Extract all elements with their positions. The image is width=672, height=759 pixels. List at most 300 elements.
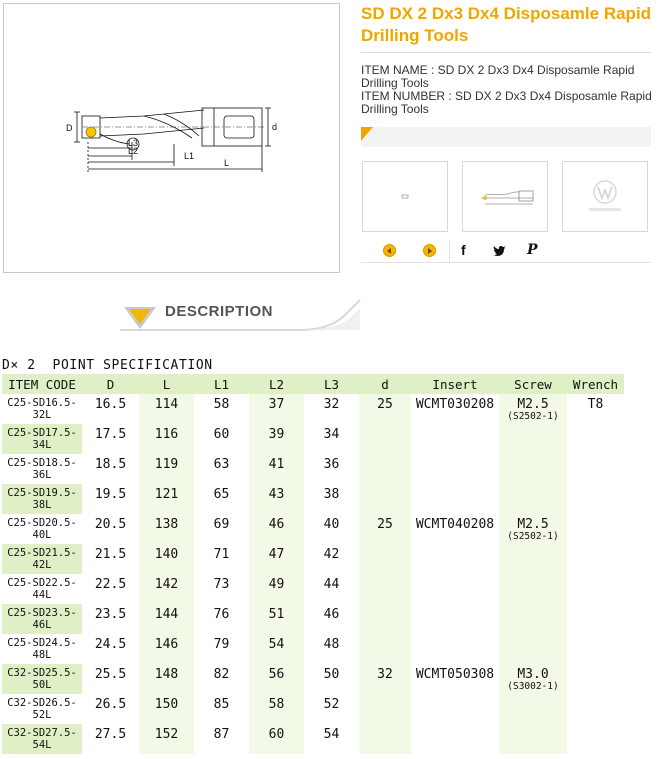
- cell-insert-text: [411, 574, 499, 577]
- cell-wrench: [567, 664, 624, 694]
- cell-wrench: [567, 574, 624, 604]
- cell-d-text: 27.5: [94, 727, 127, 742]
- cell-insert-text: [411, 604, 499, 607]
- cell-d-text: 26.5: [94, 697, 127, 712]
- cell-screw-text: M2.5: [517, 517, 549, 532]
- cell-d: [82, 664, 139, 694]
- label-L1: L1: [184, 151, 195, 161]
- drill-tool-drawing: [4, 4, 341, 274]
- cell-d: [359, 514, 411, 544]
- cell-l1: [194, 634, 249, 664]
- cell-l3: [304, 394, 359, 424]
- screw-code-text: (S2502-1): [507, 411, 559, 422]
- cell-wrench-text: T8: [587, 397, 604, 412]
- cell-d-text: 25.5: [94, 667, 127, 682]
- thumbnail-3-image: [563, 162, 647, 231]
- item-number: ITEM NUMBER : SD DX 2 Dx3 Dx4 Disposamle Rapid Drilling Tools: [361, 89, 652, 116]
- thumbnail-3[interactable]: [562, 161, 648, 232]
- cell-l1-text: 85: [213, 697, 230, 712]
- cell-code: [2, 574, 82, 604]
- cell-l3-text: 50: [323, 667, 340, 682]
- cell-l3: [304, 454, 359, 484]
- cell-l2: [249, 634, 304, 664]
- cell-d-text: 25: [377, 517, 393, 532]
- cell-insert: [411, 604, 499, 634]
- spec-header-row: [2, 374, 624, 394]
- cell-l: [139, 544, 194, 574]
- cell-l2-text: 51: [268, 607, 285, 622]
- header-D: D: [82, 374, 139, 394]
- cell-code-text: C25-SD23.5-46L: [7, 607, 77, 631]
- table-row: [2, 484, 624, 514]
- cell-code: [2, 724, 82, 754]
- header-item-code: ITEM CODE: [2, 374, 82, 394]
- cell-code-text: C32-SD27.5-54L: [7, 727, 77, 751]
- cell-l2-text: 41: [268, 457, 285, 472]
- cell-l1-text: 60: [213, 427, 230, 442]
- cell-wrench-text: [567, 604, 624, 607]
- cell-l2: [249, 724, 304, 754]
- cell-d: [82, 544, 139, 574]
- table-row: [2, 424, 624, 454]
- cell-l1-text: 69: [213, 517, 230, 532]
- cell-code-text: C25-SD18.5-36L: [7, 457, 77, 481]
- insert-marker: [86, 127, 96, 137]
- cell-d: [82, 604, 139, 634]
- cell-l2: [249, 664, 304, 694]
- cell-code: [2, 604, 82, 634]
- cell-l3-text: 40: [323, 517, 340, 532]
- cell-l1: [194, 544, 249, 574]
- cell-screw: [499, 604, 567, 634]
- cell-d-text: [359, 544, 411, 547]
- cell-d: [359, 724, 411, 754]
- cell-code: [2, 544, 82, 574]
- cell-d: [82, 424, 139, 454]
- cell-screw: [499, 484, 567, 514]
- cell-l1: [194, 394, 249, 424]
- thumbnail-2-image: [463, 162, 547, 231]
- header-L: L: [139, 374, 194, 394]
- price-bar: [361, 127, 651, 147]
- cell-code: [2, 694, 82, 724]
- cell-screw-text: [499, 424, 567, 427]
- thumbnail-2[interactable]: [462, 161, 548, 232]
- item-info: [361, 64, 661, 116]
- cell-l3-text: 44: [323, 577, 340, 592]
- twitter-icon[interactable]: [493, 244, 507, 260]
- cell-d-text: 24.5: [94, 637, 127, 652]
- cell-l: [139, 454, 194, 484]
- cell-code: [2, 454, 82, 484]
- cell-insert: [411, 694, 499, 724]
- cell-l3: [304, 514, 359, 544]
- cell-code-text: C32-SD26.5-52L: [7, 697, 77, 721]
- table-row: [2, 694, 624, 724]
- cell-l-text: 119: [154, 457, 179, 472]
- cell-l1: [194, 574, 249, 604]
- cell-l: [139, 394, 194, 424]
- cell-screw-text: [499, 634, 567, 637]
- cell-l2: [249, 484, 304, 514]
- cell-l: [139, 574, 194, 604]
- cell-screw-text: [499, 574, 567, 577]
- cell-wrench: [567, 544, 624, 574]
- cell-l: [139, 724, 194, 754]
- cell-code-text: C25-SD20.5-40L: [7, 517, 77, 541]
- table-row: [2, 394, 624, 424]
- cell-wrench: [567, 694, 624, 724]
- cell-l2-text: 49: [268, 577, 285, 592]
- cell-insert-text: [411, 544, 499, 547]
- cell-screw: [499, 634, 567, 664]
- cell-insert: [411, 574, 499, 604]
- cell-l3-text: 52: [323, 697, 340, 712]
- cell-l-text: 144: [154, 607, 179, 622]
- cell-l2: [249, 394, 304, 424]
- cell-l2-text: 46: [268, 517, 285, 532]
- main-product-image[interactable]: [3, 3, 340, 273]
- cell-d: [359, 394, 411, 424]
- header-insert: Insert: [411, 374, 499, 394]
- header-d: d: [359, 374, 411, 394]
- cell-l-text: 138: [154, 517, 179, 532]
- cell-d: [82, 514, 139, 544]
- cell-d: [359, 424, 411, 454]
- cell-l-text: 152: [154, 727, 179, 742]
- thumbnail-1[interactable]: [362, 161, 448, 232]
- label-L: L: [224, 158, 230, 168]
- cell-l3: [304, 664, 359, 694]
- cell-d-text: [359, 574, 411, 577]
- cell-l3-text: 54: [323, 727, 340, 742]
- cell-l-text: 148: [154, 667, 179, 682]
- cell-d-text: 19.5: [94, 487, 127, 502]
- cell-wrench-text: [567, 574, 624, 577]
- cell-l3-text: 34: [323, 427, 340, 442]
- cell-screw-text: [499, 484, 567, 487]
- cell-l3: [304, 724, 359, 754]
- cell-l: [139, 604, 194, 634]
- cell-l: [139, 694, 194, 724]
- cell-l2-text: 54: [268, 637, 285, 652]
- cell-l2-text: 56: [268, 667, 285, 682]
- cell-d: [359, 484, 411, 514]
- cell-l-text: 142: [154, 577, 179, 592]
- cell-d: [359, 574, 411, 604]
- cell-d: [359, 634, 411, 664]
- cell-insert: [411, 394, 499, 424]
- cell-d-text: 20.5: [94, 517, 127, 532]
- cell-l: [139, 634, 194, 664]
- cell-wrench: [567, 394, 624, 424]
- cell-screw-text: M3.0: [517, 667, 549, 682]
- cell-screw-text: [499, 694, 567, 697]
- table-row: [2, 604, 624, 634]
- cell-l3-text: 48: [323, 637, 340, 652]
- cell-code: [2, 664, 82, 694]
- cell-d: [82, 574, 139, 604]
- cell-insert-text: [411, 454, 499, 457]
- prev-arrow-icon[interactable]: [383, 244, 396, 257]
- cell-code: [2, 514, 82, 544]
- cell-d: [82, 454, 139, 484]
- cell-wrench-text: [567, 664, 624, 667]
- cell-wrench: [567, 514, 624, 544]
- cell-l1-text: 63: [213, 457, 230, 472]
- cell-code: [2, 484, 82, 514]
- cell-l1-text: 76: [213, 607, 230, 622]
- title-divider: [361, 52, 651, 53]
- cell-d: [82, 694, 139, 724]
- cell-l1-text: 87: [213, 727, 230, 742]
- cell-wrench: [567, 634, 624, 664]
- cell-l-text: 150: [154, 697, 179, 712]
- cell-wrench: [567, 484, 624, 514]
- cell-d: [359, 454, 411, 484]
- cell-insert: [411, 514, 499, 544]
- spec-table-body: [2, 394, 624, 754]
- cell-code-text: C25-SD24.5-48L: [7, 637, 77, 661]
- cell-l-text: 146: [154, 637, 179, 652]
- cell-code: [2, 394, 82, 424]
- table-row: [2, 544, 624, 574]
- facebook-icon[interactable]: f: [461, 242, 466, 258]
- cell-l3: [304, 604, 359, 634]
- cell-d-text: 25: [377, 397, 393, 412]
- cell-l1: [194, 424, 249, 454]
- cell-l-text: 121: [154, 487, 179, 502]
- cell-l3: [304, 484, 359, 514]
- cell-l1-text: 65: [213, 487, 230, 502]
- cell-insert-text: WCMT040208: [415, 517, 495, 532]
- thumbnail-1-image: [363, 162, 447, 231]
- cell-insert-text: WCMT030208: [415, 397, 495, 412]
- cell-d-text: [359, 454, 411, 457]
- cell-wrench-text: [567, 694, 624, 697]
- cell-code-text: C25-SD22.5-44L: [7, 577, 77, 601]
- label-L3: L3: [128, 138, 139, 148]
- product-title: SD DX 2 Dx3 Dx4 Disposamle Rapid Drilling Tools: [361, 4, 652, 45]
- description-heading: DESCRIPTION: [165, 303, 274, 320]
- cell-d: [359, 604, 411, 634]
- cell-insert-text: [411, 484, 499, 487]
- cell-insert-text: [411, 694, 499, 697]
- header-screw: Screw: [499, 374, 567, 394]
- cell-screw-text: [499, 724, 567, 727]
- cell-screw: [499, 544, 567, 574]
- cell-screw: [499, 574, 567, 604]
- cell-d-text: 22.5: [94, 577, 127, 592]
- cell-l1-text: 82: [213, 667, 230, 682]
- cell-l-text: 114: [154, 397, 179, 412]
- table-row: [2, 454, 624, 484]
- cell-d-text: 21.5: [94, 547, 127, 562]
- cell-code-text: C25-SD19.5-38L: [7, 487, 77, 511]
- cell-l2: [249, 514, 304, 544]
- cell-l1-text: 58: [213, 397, 230, 412]
- cell-insert: [411, 484, 499, 514]
- cell-insert: [411, 634, 499, 664]
- spec-caption: D× 2 POINT SPECIFICATION: [2, 358, 213, 373]
- cell-d-text: [359, 604, 411, 607]
- cell-l3-text: 46: [323, 607, 340, 622]
- cell-d: [82, 634, 139, 664]
- cell-wrench-text: [567, 514, 624, 517]
- cell-code: [2, 424, 82, 454]
- table-row: [2, 514, 624, 544]
- cell-insert: [411, 454, 499, 484]
- cell-d: [82, 484, 139, 514]
- cell-l3: [304, 424, 359, 454]
- chevron-down-icon: [124, 307, 156, 329]
- cell-l1-text: 79: [213, 637, 230, 652]
- cell-wrench: [567, 424, 624, 454]
- cell-d-text: [359, 484, 411, 487]
- spec-table: [2, 374, 624, 754]
- cell-l3-text: 32: [323, 397, 340, 412]
- cell-l3: [304, 544, 359, 574]
- cell-wrench-text: [567, 634, 624, 637]
- cell-wrench-text: [567, 544, 624, 547]
- cell-l1: [194, 724, 249, 754]
- header-L2: L2: [249, 374, 304, 394]
- cell-insert: [411, 724, 499, 754]
- cell-insert-text: [411, 724, 499, 727]
- cell-d: [82, 724, 139, 754]
- cell-insert: [411, 424, 499, 454]
- cell-l2-text: 58: [268, 697, 285, 712]
- cell-wrench-text: [567, 484, 624, 487]
- description-header: [0, 290, 672, 335]
- table-row: [2, 664, 624, 694]
- cell-screw-text: [499, 544, 567, 547]
- table-row: [2, 574, 624, 604]
- cell-l: [139, 514, 194, 544]
- label-d: d: [272, 122, 278, 132]
- cell-code-text: C25-SD21.5-42L: [7, 547, 77, 571]
- table-row: [2, 634, 624, 664]
- cell-l2-text: 47: [268, 547, 285, 562]
- cell-l1: [194, 664, 249, 694]
- cell-screw: [499, 454, 567, 484]
- cell-l1-text: 73: [213, 577, 230, 592]
- cell-l2: [249, 574, 304, 604]
- cell-l2: [249, 454, 304, 484]
- cell-d-text: 17.5: [94, 427, 127, 442]
- cell-l3: [304, 694, 359, 724]
- cell-l3-text: 38: [323, 487, 340, 502]
- cell-wrench: [567, 604, 624, 634]
- cell-l: [139, 484, 194, 514]
- cell-code-text: C25-SD16.5-32L: [7, 397, 77, 421]
- cell-l2-text: 60: [268, 727, 285, 742]
- label-L2: L2: [128, 146, 139, 156]
- cell-d: [359, 664, 411, 694]
- cell-wrench-text: [567, 424, 624, 427]
- cell-l1: [194, 454, 249, 484]
- cell-l2-text: 43: [268, 487, 285, 502]
- screw-code-text: (S2502-1): [507, 531, 559, 542]
- cell-screw-text: [499, 604, 567, 607]
- cell-l1: [194, 694, 249, 724]
- cell-l1: [194, 604, 249, 634]
- cell-screw: [499, 514, 567, 544]
- header-wrench: Wrench: [567, 374, 624, 394]
- cell-l: [139, 664, 194, 694]
- label-D: D: [66, 123, 73, 133]
- cell-screw-text: M2.5: [517, 397, 549, 412]
- cell-screw: [499, 694, 567, 724]
- table-row: [2, 724, 624, 754]
- cell-insert-text: [411, 634, 499, 637]
- cell-wrench-text: [567, 454, 624, 457]
- cell-d-text: 16.5: [94, 397, 127, 412]
- cell-l: [139, 424, 194, 454]
- screw-code-text: (S3002-1): [507, 681, 559, 692]
- cell-l2-text: 39: [268, 427, 285, 442]
- cell-insert-text: WCMT050308: [415, 667, 495, 682]
- cell-d: [359, 694, 411, 724]
- cell-l2: [249, 544, 304, 574]
- cell-d-text: [359, 634, 411, 637]
- corner-accent-icon: [361, 127, 373, 141]
- cell-d-text: 18.5: [94, 457, 127, 472]
- cell-screw: [499, 424, 567, 454]
- cell-l1: [194, 514, 249, 544]
- cell-l3-text: 42: [323, 547, 340, 562]
- cell-l1-text: 71: [213, 547, 230, 562]
- thumbnail-nav-row: [361, 240, 651, 263]
- cell-d-text: [359, 424, 411, 427]
- cell-code-text: C25-SD17.5-34L: [7, 427, 77, 451]
- cell-d-text: 32: [377, 667, 393, 682]
- description-banner: [0, 290, 672, 335]
- cell-l2-text: 37: [268, 397, 285, 412]
- cell-l-text: 140: [154, 547, 179, 562]
- header-L1: L1: [194, 374, 249, 394]
- cell-l3-text: 36: [323, 457, 340, 472]
- cell-wrench-text: [567, 724, 624, 727]
- cell-l1: [194, 484, 249, 514]
- cell-d-text: 23.5: [94, 607, 127, 622]
- cell-d-text: [359, 694, 411, 697]
- cell-l2: [249, 604, 304, 634]
- item-name: ITEM NAME : SD DX 2 Dx3 Dx4 Disposamle Rapid Drilling Tools: [361, 63, 635, 90]
- cell-d-text: [359, 724, 411, 727]
- cell-screw-text: [499, 454, 567, 457]
- cell-insert-text: [411, 424, 499, 427]
- cell-l3: [304, 634, 359, 664]
- cell-screw: [499, 724, 567, 754]
- cell-screw: [499, 394, 567, 424]
- next-arrow-icon[interactable]: [423, 244, 436, 257]
- nav-divider: [449, 240, 450, 262]
- cell-insert: [411, 664, 499, 694]
- cell-code-text: C32-SD25.5-50L: [7, 667, 77, 691]
- cell-code: [2, 634, 82, 664]
- pinterest-icon[interactable]: P: [527, 242, 538, 258]
- cell-screw: [499, 664, 567, 694]
- cell-l3: [304, 574, 359, 604]
- cell-l-text: 116: [154, 427, 179, 442]
- cell-l2: [249, 424, 304, 454]
- cell-wrench: [567, 724, 624, 754]
- cell-l2: [249, 694, 304, 724]
- header-L3: L3: [304, 374, 359, 394]
- cell-d: [359, 544, 411, 574]
- cell-insert: [411, 544, 499, 574]
